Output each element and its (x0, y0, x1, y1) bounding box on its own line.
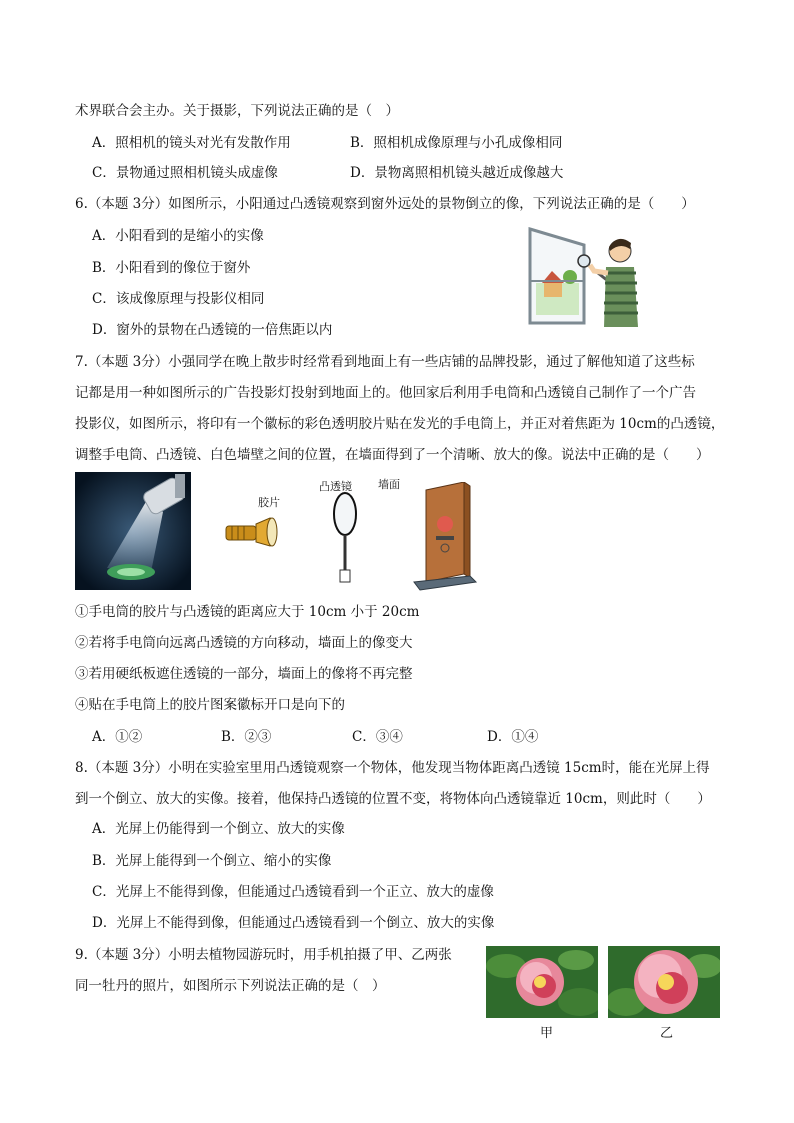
q7-flashlight-figure (222, 512, 288, 552)
q7-option-a: A．①② (92, 729, 143, 745)
q8-option-c: C．光屏上不能得到像，但能通过凸透镜看到一个正立、放大的虚像 (92, 884, 494, 900)
q8-option-d: D．光屏上不能得到像，但能通过凸透镜看到一个倒立、放大的实像 (92, 915, 495, 931)
q8-stem-line-2: 到一个倒立、放大的实像。接着，他保持凸透镜的位置不变，将物体向凸透镜靠近 10cm，则此时（ ） (75, 791, 711, 807)
q7-lens-stand-figure (330, 490, 360, 586)
q5-option-b: B．照相机成像原理与小孔成像相同 (350, 135, 563, 151)
q6-option-d: D．窗外的景物在凸透镜的一倍焦距以内 (92, 322, 333, 338)
q7-wall-screen-figure (412, 482, 478, 592)
q7-option-c: C．③④ (352, 729, 403, 745)
q7-option-b: B．②③ (221, 729, 272, 745)
q9-photo-yi (608, 946, 720, 1018)
q9-photo-jia (486, 946, 598, 1018)
q7-stem-line-3: 投影仪，如图所示，将印有一个徽标的彩色透明胶片贴在发光的手电筒上，并正对着焦距为 10cm的凸透镜， (75, 416, 725, 432)
q7-stem-line-2: 记都是用一种如图所示的广告投影灯投射到地面上的。他回家后利用手电筒和凸透镜自己制作了一个广告 (75, 385, 696, 401)
q7-option-d: D．①④ (487, 729, 539, 745)
q9-stem-line-1: 9.（本题 3分）小明去植物园游玩时，用手机拍摄了甲、乙两张 (75, 947, 452, 963)
q6-option-a: A．小阳看到的是缩小的实像 (92, 228, 264, 244)
q7-projector-photo (75, 472, 191, 590)
q7-lens-label: 凸透镜 (319, 480, 352, 493)
q5-option-d: D．景物离照相机镜头越近成像越大 (350, 165, 564, 181)
q7-statement-3: ③若用硬纸板遮住透镜的一部分，墙面上的像将不再完整 (75, 666, 413, 682)
q9-caption-jia: 甲 (540, 1026, 554, 1041)
q5-stem-tail: 术界联合会主办。关于摄影，下列说法正确的是（ ） (75, 103, 399, 119)
q8-option-a: A．光屏上仍能得到一个倒立、放大的实像 (92, 821, 345, 837)
q8-option-b: B．光屏上能得到一个倒立、缩小的实像 (92, 853, 332, 869)
q7-statement-2: ②若将手电筒向远离凸透镜的方向移动，墙面上的像变大 (75, 635, 413, 651)
q6-figure-boy-lens-window (524, 223, 648, 329)
q5-option-a: A．照相机的镜头对光有发散作用 (92, 135, 291, 151)
q9-stem-line-2: 同一牡丹的照片，如图所示下列说法正确的是（ ） (75, 978, 386, 994)
q8-stem-line-1: 8.（本题 3分）小明在实验室里用凸透镜观察一个物体，他发现当物体距离凸透镜 15cm时，能在光屏上得 (75, 760, 710, 776)
q9-caption-yi: 乙 (660, 1026, 674, 1041)
q7-film-label: 胶片 (258, 496, 280, 509)
q6-option-c: C．该成像原理与投影仪相同 (92, 291, 265, 307)
q7-statement-4: ④贴在手电筒上的胶片图案徽标开口是向下的 (75, 697, 345, 713)
q7-stem-line-1: 7.（本题 3分）小强同学在晚上散步时经常看到地面上有一些店铺的品牌投影，通过了解他知道了这些标 (75, 354, 695, 370)
q6-option-b: B．小阳看到的像位于窗外 (92, 260, 251, 276)
q7-wall-label: 墙面 (378, 478, 400, 491)
q6-stem: 6.（本题 3分）如图所示，小阳通过凸透镜观察到窗外远处的景物倒立的像，下列说法正确的是（ ） (75, 196, 695, 212)
q7-statement-1: ①手电筒的胶片与凸透镜的距离应大于 10cm 小于 20cm (75, 604, 420, 620)
q7-stem-line-4: 调整手电筒、凸透镜、白色墙壁之间的位置，在墙面得到了一个清晰、放大的像。说法中正确的是（ ） (75, 447, 710, 463)
q5-option-c: C．景物通过照相机镜头成虚像 (92, 165, 278, 181)
